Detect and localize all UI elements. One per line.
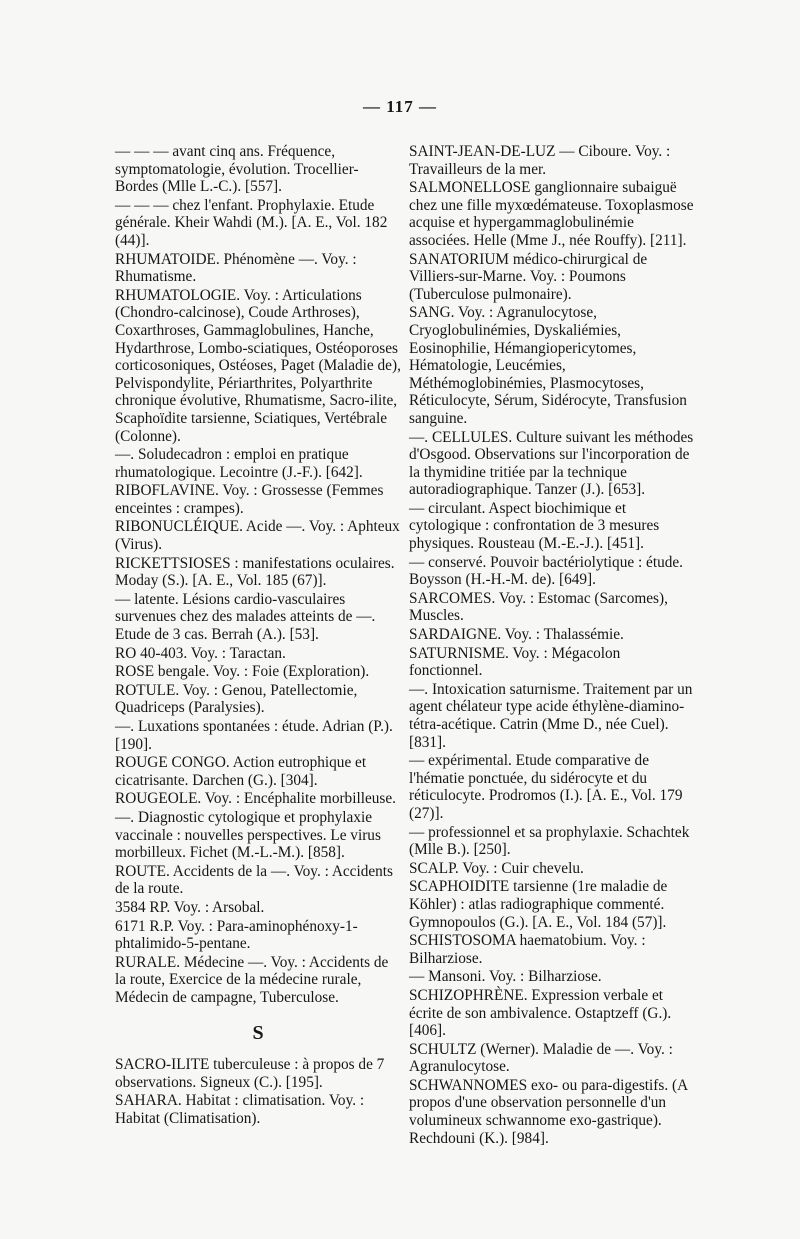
page-number: — 117 — [362,97,438,116]
index-entry: —. Intoxication saturnisme. Traitement par un agent chélateur type acide éthylène-diamino-tétra-acétique. Catrin (Mme D., née Cuel). [831]. [409,680,693,751]
index-entry: —. Soludecadron : emploi en pratique rhumatologique. Lecointre (J.-F.). [642]. [115,446,363,481]
index-entry: RURALE. Médecine —. Voy. : Accidents de la route, Exercice de la médecine rurale, Médecin de campagne, Tuberculose. [115,953,389,1006]
section-letter: S [252,1021,264,1044]
index-entry: —. CELLULES. Culture suivant les méthodes d'Osgood. Observations sur l'incorporation de la thymidine tritiée par la technique autoradiographique. Tanzer (J.). [653]. [409,428,694,499]
index-entry: — professionnel et sa prophylaxie. Schachtek (Mlle B.). [250]. [409,823,690,859]
index-entry: ROUGE CONGO. Action eutrophique et cicatrisante. Darchen (G.). [304]. [115,754,367,789]
index-entry: 6171 R.P. Voy. : Para-aminophénoxy-1-phtalimido-5-pentane. [115,917,358,953]
index-entry: SATURNISME. Voy. : Mégacolon fonctionnel. [409,644,621,680]
index-entry: 3584 RP. Voy. : Arsobal. [115,898,265,916]
index-entry: RIBONUCLÉIQUE. Acide —. Voy. : Aphteux (Virus). [115,518,400,554]
index-entry: SCHULTZ (Werner). Maladie de —. Voy. : Agranulocytose. [409,1040,673,1076]
index-entry: ROUGEOLE. Voy. : Encéphalite morbilleuse. [115,790,396,808]
index-entry: SCHIZOPHRÈNE. Expression verbale et écrite de son ambivalence. Ostaptzeff (G.). [406]. [409,986,672,1040]
index-entry: — expérimental. Etude comparative de l'hématie ponctuée, du sidérocyte et du réticulocyte. Prodromos (I.). [A. E., Vol. 179 (27)]. [409,752,683,822]
index-entry: — latente. Lésions cardio-vasculaires survenues chez des malades atteints de —. Etude de 3 cas. Berrah (A.). [53]. [115,590,376,644]
index-entry: ROSE bengale. Voy. : Foie (Exploration). [115,663,370,681]
index-entry: — Mansoni. Voy. : Bilharziose. [409,968,602,986]
index-entry: — conservé. Pouvoir bactériolytique : étude. Boysson (H.-H.-M. de). [649]. [409,553,683,589]
index-entry: SARCOMES. Voy. : Estomac (Sarcomes), Muscles. [409,589,668,625]
index-entry: —. Diagnostic cytologique et prophylaxie vaccinale : nouvelles perspectives. Le virus morbilleux. Fichet (M.-L.-M.). [858]. [115,808,381,862]
index-entry: SARDAIGNE. Voy. : Thalassémie. [409,626,624,644]
left-column [115,143,401,1128]
index-entry: SCAPHOIDITE tarsienne (1re maladie de Köhler) : atlas radiographique commenté. Gymnopoulos (G.). [A. E., Vol. 184 (57)]. [409,878,668,931]
index-entry: — — — avant cinq ans. Fréquence, symptomatologie, évolution. Trocellier-Bordes (Mlle L.-C.). [557]. [115,143,359,196]
index-entry: RICKETTSIOSES : manifestations oculaires. Moday (S.). [A. E., Vol. 185 (67)]. [115,554,395,590]
right-column [409,143,695,1148]
index-entry: RHUMATOIDE. Phénomène —. Voy. : Rhumatisme. [115,250,357,286]
index-entry: SCALP. Voy. : Cuir chevelu. [409,859,584,877]
index-entry: SAHARA. Habitat : climatisation. Voy. : Habitat (Climatisation). [115,1092,365,1127]
index-entry: ROUTE. Accidents de la —. Voy. : Accidents de la route. [115,862,393,898]
index-entry: — — — chez l'enfant. Prophylaxie. Etude générale. Kheir Wahdi (M.). [A. E., Vol. 182 (44)]. [115,196,388,249]
index-entry: — circulant. Aspect biochimique et cytologique : confrontation de 3 mesures physiques. Rousteau (M.-E.-J.). [451]. [409,499,660,553]
index-entry: SACRO-ILITE tuberculeuse : à propos de 7 observations. Signeux (C.). [195]. [115,1056,385,1091]
index-entry: —. Luxations spontanées : étude. Adrian (P.). [190]. [115,718,393,753]
index-entry: RHUMATOLOGIE. Voy. : Articulations (Chondro-calcinose), Coude Arthroses), Coxarthroses, Gammaglobulines, Hanche, Hydarthrose, Lombo-sciatiques, Ostéoporoses corticosoniques, Ostéoses, Paget (Maladie de), Pelvispondylite, Périarthrites, Polyarthrite chronique évolutive, Rhumatisme, Sacro-ilite, Scaphoïdite tarsienne, Sciatiques, Vertébrale (Colonne). [115,286,401,445]
index-entry: SCHISTOSOMA haematobium. Voy. : Bilharziose. [409,932,646,967]
index-entry: RO 40-403. Voy. : Taractan. [115,644,286,662]
index-entry: SANG. Voy. : Agranulocytose, Cryoglobulinémies, Dyskaliémies, Eosinophilie, Hémangiopericytomes, Hématologie, Leucémies, Méthémoglobinémies, Plasmocytoses, Réticulocyte, Sérum, Sidérocyte, Transfusion sanguine. [409,304,687,427]
index-entry: RIBOFLAVINE. Voy. : Grossesse (Femmes enceintes : crampes). [115,482,384,517]
index-entry: SALMONELLOSE ganglionnaire subaiguë chez une fille myxœdémateuse. Toxoplasmose acquise et hypergammaglobulinémie associées. Helle (Mme J., née Rouffy). [211]. [409,179,694,249]
index-entry: SAINT-JEAN-DE-LUZ — Ciboure. Voy. : Travailleurs de la mer. [409,143,671,178]
index-entry: SANATORIUM médico-chirurgical de Villiers-sur-Marne. Voy. : Poumons (Tuberculose pulmonaire). [409,250,648,303]
index-entry: ROTULE. Voy. : Genou, Patellectomie, Quadriceps (Paralysies). [115,681,358,717]
index-entry: SCHWANNOMES exo- ou para-digestifs. (A propos d'une observation personnelle d'un volumineux schwannome exo-gastrique). Rechdouni (K.). [984]. [409,1076,688,1147]
